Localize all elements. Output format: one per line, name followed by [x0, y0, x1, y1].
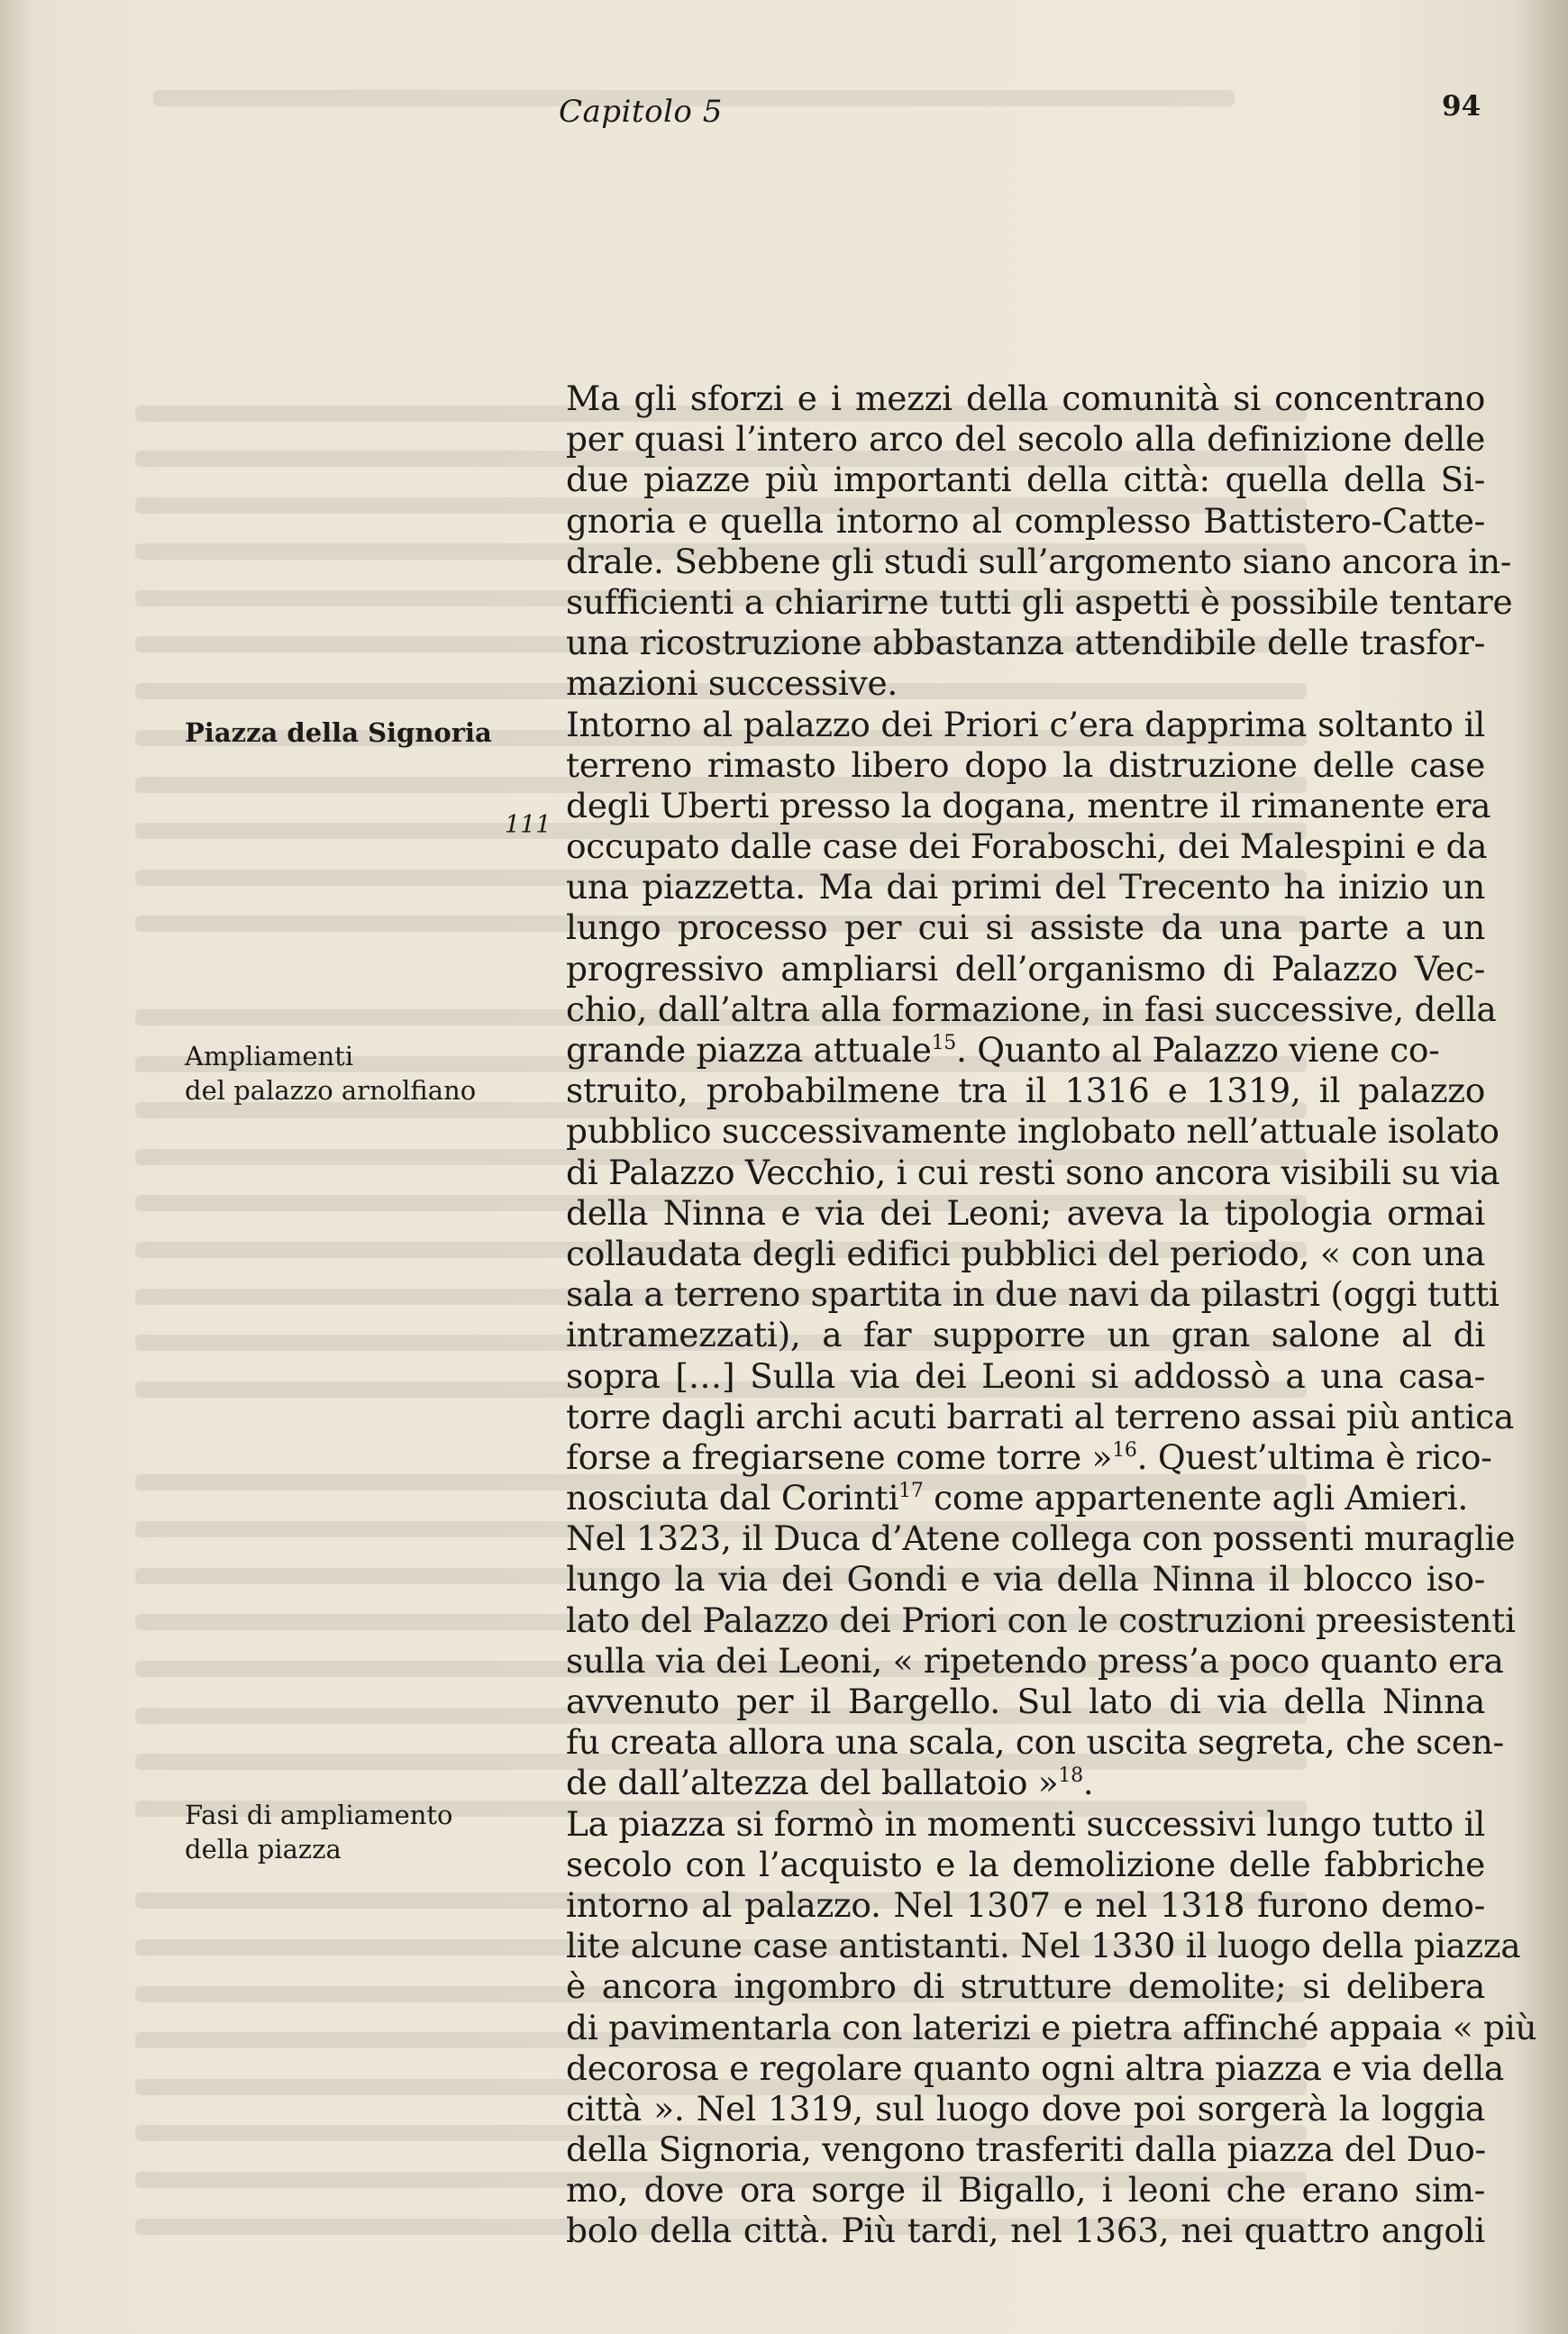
text-line: città ». Nel 1319, sul luogo dove poi sorgerà la loggia [566, 2088, 1485, 2129]
text-line: lungo processo per cui si assiste da una parte a un [566, 907, 1485, 948]
text-line: gnoria e quella intorno al complesso Battistero-Catte- [566, 500, 1485, 541]
text-line: di Palazzo Vecchio, i cui resti sono ancora visibili su via [566, 1152, 1500, 1192]
footnote-ref: 18 [1058, 1764, 1083, 1788]
margin-heading-line: del palazzo arnolfiano [185, 1075, 477, 1106]
text-line: Ma gli sforzi e i mezzi della comunità si concentrano [566, 378, 1485, 418]
text-line: della Signoria, vengono trasferiti dalla piazza del Duo- [566, 2129, 1486, 2170]
text-line: sopra […] Sulla via dei Leoni si addossò a una casa- [566, 1355, 1485, 1396]
text-line: decorosa e regolare quanto ogni altra piazza e via della [566, 2047, 1504, 2088]
text-segment: come appartenente agli Amieri. [923, 1478, 1468, 1518]
text-line: sala a terreno spartita in due navi da pilastri (oggi tutti [566, 1274, 1500, 1315]
text-line: torre dagli archi acuti barrati al terreno assai più antica [566, 1396, 1514, 1436]
text-line: La piazza si formò in momenti successivi lungo tutto il [566, 1803, 1485, 1844]
footnote-ref: 17 [898, 1480, 924, 1503]
text-line: de dall’altezza del ballatoio »$^{18}$. [566, 1763, 1094, 1803]
text-line: lato del Palazzo dei Priori con le costruzioni preesistenti [566, 1600, 1516, 1640]
text-line: due piazze più importanti della città: quella della Si- [566, 460, 1485, 500]
text-line: Nel 1323, il Duca d’Atene collega con possenti muraglie [566, 1518, 1516, 1559]
text-line: di pavimentarla con laterizi e pietra affinché appaia « più [566, 2007, 1537, 2047]
text-line: terreno rimasto libero dopo la distruzione delle case [566, 744, 1485, 785]
text-segment: . Quanto al Palazzo viene co- [956, 1030, 1440, 1070]
text-segment: . Quest’ultima è rico- [1136, 1436, 1492, 1477]
text-segment: forse a fregiarsene come torre » [566, 1436, 1113, 1477]
page-number: 94 [1442, 90, 1481, 123]
text-line: lungo la via dei Gondi e via della Ninna il blocco iso- [566, 1559, 1485, 1600]
text-line: occupato dalle case dei Foraboschi, dei Malespini e da [566, 826, 1488, 867]
text-segment: nosciuta dal Corinti [566, 1478, 899, 1518]
text-line: chio, dall’altra alla formazione, in fasi successive, della [566, 989, 1497, 1029]
text-line: mo, dove ora sorge il Bigallo, i leoni che erano sim- [566, 2170, 1485, 2211]
text-line: avvenuto per il Bargello. Sul lato di via della Ninna [566, 1682, 1485, 1721]
margin-figure-number: 111 [505, 811, 552, 839]
text-line: degli Uberti presso la dogana, mentre il rimanente era [566, 785, 1491, 825]
text-line: drale. Sebbene gli studi sull’argomento siano ancora in- [566, 541, 1512, 581]
text-line: secolo con l’acquisto e la demolizione delle fabbriche [566, 1844, 1485, 1884]
text-line: sufficienti a chiarirne tutti gli aspetti è possibile tentare [566, 581, 1513, 622]
margin-heading-piazza-signoria: Piazza della Signoria [185, 717, 492, 748]
text-line: intorno al palazzo. Nel 1307 e nel 1318 furono demo- [566, 1884, 1485, 1925]
margin-heading-line: Fasi di ampliamento [185, 1800, 453, 1830]
margin-heading-ampliamenti [185, 1039, 476, 1108]
text-line: intramezzati), a far supporre un gran salone al di [566, 1315, 1485, 1355]
text-line: mazioni successive. [566, 663, 898, 704]
text-line: pubblico successivamente inglobato nell’attuale isolato [566, 1111, 1500, 1152]
text-line: collaudata degli edifici pubblici del periodo, « con una [566, 1233, 1485, 1273]
text-line: una ricostruzione abbastanza attendibile delle trasfor- [566, 623, 1485, 663]
footnote-ref: 15 [931, 1032, 957, 1054]
text-line: sulla via dei Leoni, « ripetendo press’a poco quanto era [566, 1640, 1504, 1681]
body-text [566, 378, 1537, 2252]
text-line: fu creata allora una scala, con uscita segreta, che scen- [566, 1722, 1504, 1763]
text-line: progressivo ampliarsi dell’organismo di Palazzo Vec- [566, 948, 1485, 989]
text-line [566, 1436, 1492, 1478]
margin-heading-line: Ampliamenti [185, 1041, 354, 1071]
text-line: una piazzetta. Ma dai primi del Trecento ha inizio un [566, 867, 1485, 907]
text-segment: grande piazza attuale [566, 1030, 932, 1070]
margin-heading-fasi-ampliamento [185, 1798, 453, 1866]
text-segment: de dall’altezza del ballatoio » [566, 1763, 1059, 1803]
text-line: Intorno al palazzo dei Priori c’era dapprima soltanto il [566, 704, 1485, 744]
text-line [566, 1030, 1485, 1071]
text-line [566, 1478, 1485, 1518]
text-line: struito, probabilmene tra il 1316 e 1319, il palazzo [566, 1071, 1485, 1111]
text-line: della Ninna e via dei Leoni; aveva la tipologia ormai [566, 1192, 1485, 1233]
text-line: bolo della città. Più tardi, nel 1363, nei quattro angoli [566, 2211, 1485, 2251]
text-line: lite alcune case antistanti. Nel 1330 il luogo della piazza [566, 1926, 1521, 1966]
margin-heading-line: della piazza [185, 1834, 342, 1864]
text-line: per quasi l’intero arco del secolo alla definizione delle [566, 419, 1485, 460]
footnote-ref: 16 [1112, 1438, 1137, 1462]
running-header-chapter: Capitolo 5 [559, 94, 723, 130]
text-line: è ancora ingombro di strutture demolite; si delibera [566, 1966, 1485, 2007]
